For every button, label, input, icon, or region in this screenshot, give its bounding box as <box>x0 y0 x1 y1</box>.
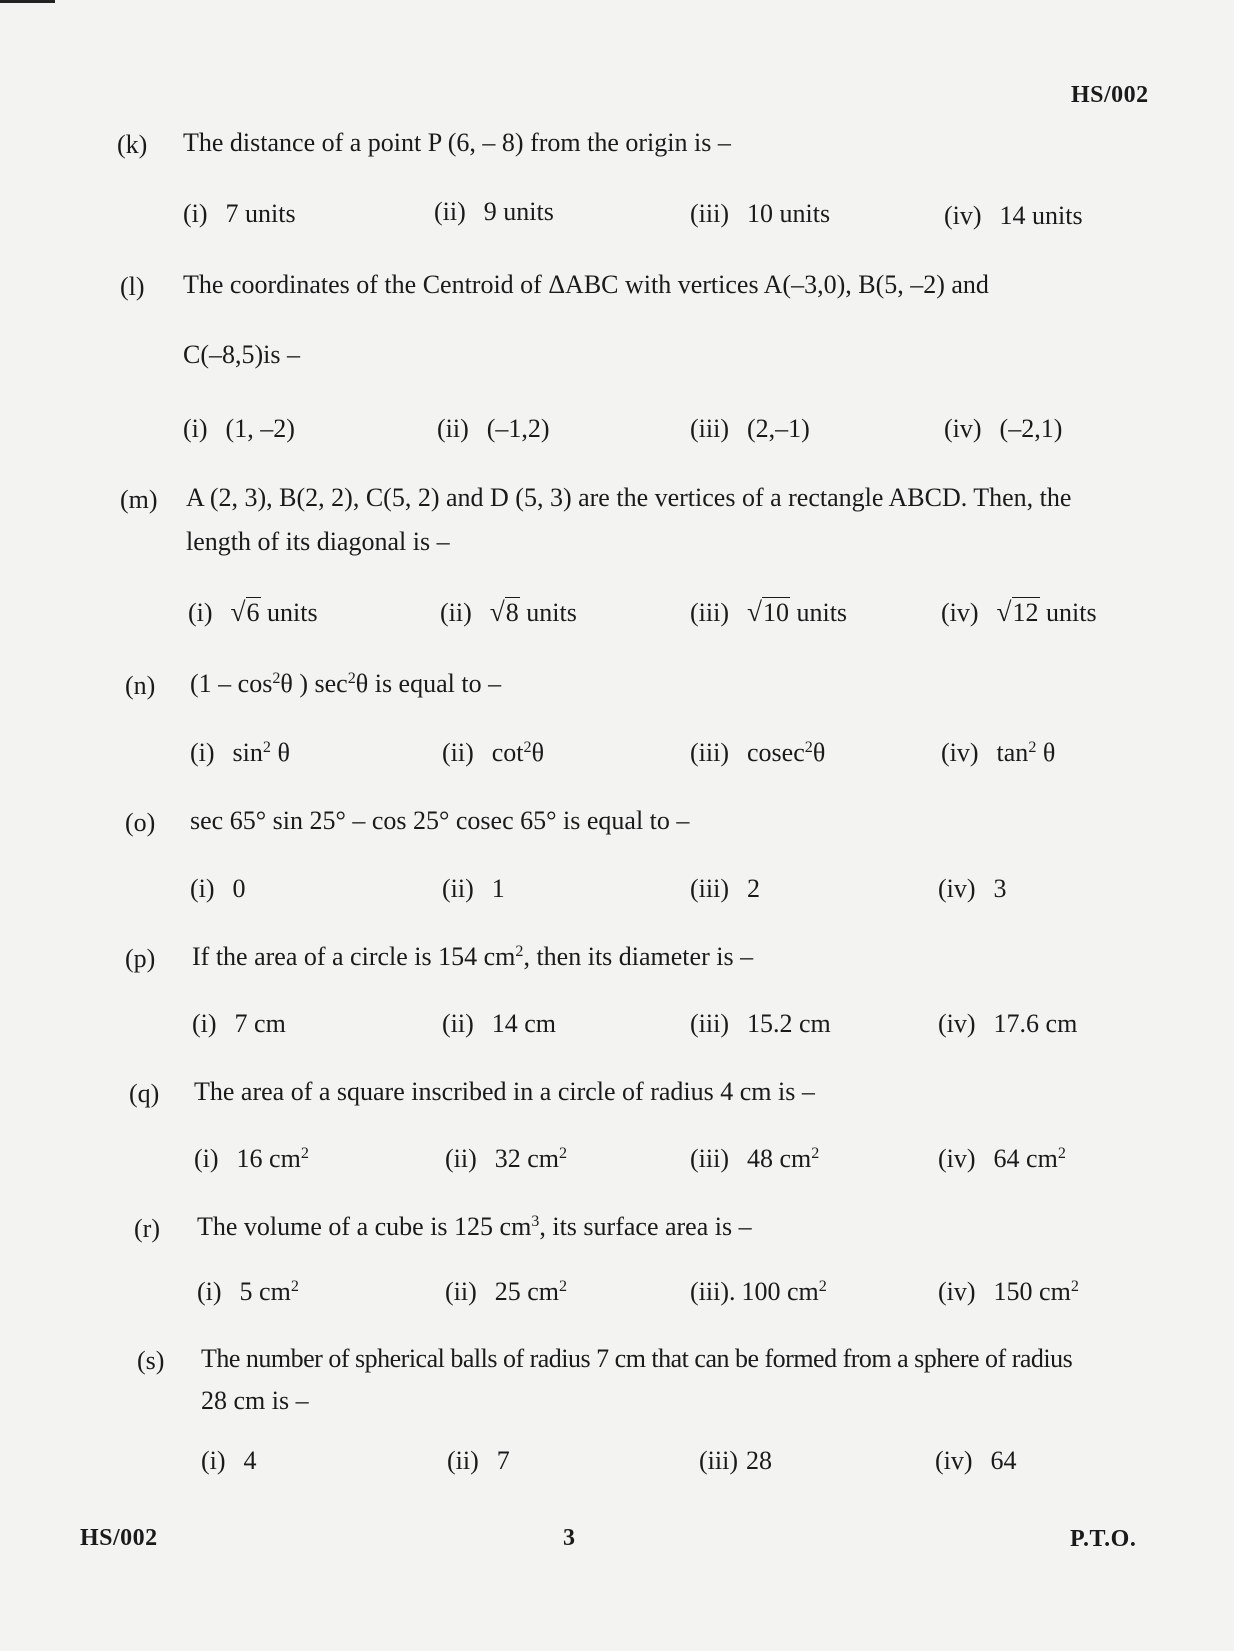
option-iv[interactable] <box>941 597 1097 628</box>
option-iii[interactable] <box>690 597 847 628</box>
option-iii[interactable] <box>690 414 810 444</box>
question-label: (l) <box>120 272 145 301</box>
option-number: (iv) <box>944 414 982 443</box>
square-root-icon: √10 <box>747 597 789 627</box>
question-text-line2: length of its diagonal is – <box>186 527 450 556</box>
option-value: 28 <box>746 1446 772 1475</box>
option-value: 16 $cm^2$ <box>236 1144 309 1173</box>
option-number: (iv) <box>938 1144 976 1173</box>
option-value: 100 $cm^2$ <box>741 1277 827 1306</box>
question-text-line2: C(–8,5)is – <box>183 340 300 369</box>
option-iv[interactable] <box>938 1009 1077 1039</box>
option-number: (iv) <box>941 738 979 767</box>
option-iv[interactable] <box>944 201 1083 231</box>
option-iii[interactable] <box>690 1277 827 1307</box>
option-ii[interactable] <box>447 1446 510 1476</box>
footer-paper-code: HS/002 <box>80 1525 158 1551</box>
option-number: (ii) <box>437 414 469 443</box>
option-value: 5 $cm^2$ <box>239 1277 299 1306</box>
option-number: (i) <box>197 1277 222 1306</box>
question-label: (r) <box>134 1214 160 1243</box>
option-value: (2,–1) <box>747 414 810 443</box>
option-value: 3 <box>993 874 1007 903</box>
question-text: If the area of a circle is 154 $cm^2$, then its diameter is – <box>192 942 754 971</box>
option-value: 15.2 cm <box>747 1009 831 1038</box>
option-number: (iii). <box>690 1277 736 1306</box>
option-i[interactable] <box>194 1144 309 1174</box>
option-value: 64 $cm^2$ <box>993 1144 1066 1173</box>
option-i[interactable] <box>197 1277 299 1307</box>
option-number: (i) <box>190 738 215 767</box>
option-iii[interactable] <box>699 1446 772 1476</box>
option-number: (i) <box>188 598 213 627</box>
question-text-line1: The coordinates of the Centroid of ΔABC with vertices A(–3,0), B(5, –2) and <box>183 270 989 299</box>
option-value: cosec$^2$θ <box>747 738 826 767</box>
question-label: (n) <box>125 671 156 700</box>
option-number: (iv) <box>944 201 982 230</box>
option-value: 4 <box>243 1446 257 1475</box>
option-iv[interactable] <box>938 1277 1079 1307</box>
square-root-icon: √12 <box>996 597 1039 627</box>
page-number: 3 <box>563 1525 576 1551</box>
option-number: (iv) <box>938 1277 976 1306</box>
option-iv[interactable] <box>935 1446 1017 1476</box>
option-value: 10 units <box>747 199 831 228</box>
option-ii[interactable] <box>437 414 550 444</box>
option-value: 14 cm <box>491 1009 557 1038</box>
option-value: $\tan^2 \theta$ <box>996 738 1056 767</box>
option-i[interactable] <box>188 597 318 628</box>
option-ii[interactable] <box>442 738 544 768</box>
option-i[interactable] <box>201 1446 257 1476</box>
option-number: (i) <box>183 199 208 228</box>
option-number: (iv) <box>938 1009 976 1038</box>
option-iv[interactable] <box>938 874 1007 904</box>
option-unit: units <box>796 598 848 627</box>
question-text: The area of a square inscribed in a circle of radius 4 cm is – <box>194 1077 815 1106</box>
option-number: (iv) <box>938 874 976 903</box>
option-number: (i) <box>192 1009 217 1038</box>
option-number: (iii) <box>690 598 729 627</box>
option-value: 2 <box>747 874 760 903</box>
option-number: (i) <box>183 414 208 443</box>
option-number: (i) <box>194 1144 219 1173</box>
scan-edge-mark <box>0 0 55 3</box>
option-unit: units <box>1046 598 1097 627</box>
option-number: (iii) <box>690 1009 729 1038</box>
option-number: (iii) <box>690 1144 729 1173</box>
question-text: The volume of a cube is 125 $cm^3$, its surface area is – <box>197 1212 752 1241</box>
option-value: 150 $cm^2$ <box>993 1277 1079 1306</box>
option-i[interactable] <box>192 1009 286 1039</box>
option-number: (iii) <box>699 1446 738 1475</box>
question-label: (p) <box>125 944 156 973</box>
square-root-icon: √8 <box>489 597 519 627</box>
question-text: The distance of a point P (6, – 8) from the origin is – <box>183 128 731 157</box>
option-number: (ii) <box>442 1009 474 1038</box>
option-unit: units <box>267 598 318 627</box>
option-value: (–1,2) <box>486 414 550 443</box>
question-label: (o) <box>125 808 156 837</box>
question-label: (k) <box>117 130 148 159</box>
option-iv[interactable] <box>938 1144 1066 1174</box>
option-number: (i) <box>190 874 215 903</box>
option-value: 7 cm <box>234 1009 286 1038</box>
option-ii[interactable] <box>440 597 577 628</box>
question-text-line1: The number of spherical balls of radius 7 cm that can be formed from a sphere of radius <box>201 1344 1073 1373</box>
option-number: (ii) <box>445 1277 477 1306</box>
option-value <box>490 597 577 628</box>
radicand: 6 <box>246 598 260 627</box>
option-number: (ii) <box>434 197 466 226</box>
option-iii[interactable] <box>690 874 760 904</box>
option-value <box>231 597 318 628</box>
option-number: (ii) <box>440 598 472 627</box>
square-root-icon: √6 <box>230 597 260 627</box>
option-number: (ii) <box>442 738 474 767</box>
option-value: 25 $cm^2$ <box>494 1277 568 1306</box>
option-number: (ii) <box>445 1144 477 1173</box>
option-value: (1, –2) <box>225 414 295 443</box>
option-value: 14 units <box>999 201 1083 230</box>
header-paper-code: HS/002 <box>1071 82 1149 108</box>
option-number: (iii) <box>690 738 729 767</box>
option-value: (–2,1) <box>999 414 1063 443</box>
option-number: (iv) <box>935 1446 973 1475</box>
question-label: (s) <box>137 1346 165 1375</box>
radicand: 10 <box>762 598 789 627</box>
option-number: (iv) <box>941 598 979 627</box>
option-value: 32 $cm^2$ <box>494 1144 568 1173</box>
question-text: sec 65° sin 25° – cos 25° cosec 65° is equal to – <box>190 806 690 835</box>
option-iv[interactable] <box>944 414 1062 444</box>
option-iv[interactable] <box>941 738 1055 768</box>
question-label: (m) <box>120 485 158 514</box>
question-text: ($1 - \cos^2\theta$ ) $\sec^2\theta$ is equal to – <box>190 669 502 698</box>
option-number: (iii) <box>690 414 729 443</box>
option-value: 7 <box>496 1446 510 1475</box>
option-ii[interactable] <box>445 1277 567 1307</box>
option-value: 9 units <box>483 197 554 226</box>
option-number: (i) <box>201 1446 226 1475</box>
option-number: (iii) <box>690 874 729 903</box>
radicand: 8 <box>505 598 519 627</box>
option-i[interactable] <box>190 738 290 768</box>
option-iii[interactable] <box>690 199 830 229</box>
option-iii[interactable] <box>690 738 825 768</box>
option-value: 48 $cm^2$ <box>747 1144 820 1173</box>
option-value: 1 <box>491 874 505 903</box>
option-value <box>747 597 847 628</box>
option-i[interactable] <box>183 414 295 444</box>
option-value: 64 <box>990 1446 1017 1475</box>
option-value: 7 units <box>225 199 296 228</box>
option-value: 0 <box>232 874 246 903</box>
option-i[interactable] <box>183 199 296 229</box>
option-number: (ii) <box>442 874 474 903</box>
radicand: 12 <box>1012 598 1039 627</box>
option-value: $\sin^2 \theta$ <box>232 738 290 767</box>
option-ii[interactable] <box>434 197 554 227</box>
option-i[interactable] <box>190 874 246 904</box>
option-value: $\cot^2\theta$ <box>491 738 545 767</box>
option-ii[interactable] <box>442 874 505 904</box>
option-number: (iii) <box>690 199 729 228</box>
option-iii[interactable] <box>690 1009 831 1039</box>
option-unit: units <box>526 598 577 627</box>
please-turn-over: P.T.O. <box>1070 1526 1137 1552</box>
option-iii[interactable] <box>690 1144 819 1174</box>
option-value: 17.6 cm <box>993 1009 1078 1038</box>
question-text-line1: A (2, 3), B(2, 2), C(5, 2) and D (5, 3) are the vertices of a rectangle ABCD. Then, the <box>186 483 1072 512</box>
option-ii[interactable] <box>445 1144 567 1174</box>
question-label: (q) <box>129 1079 160 1108</box>
option-value <box>997 597 1097 628</box>
option-number: (ii) <box>447 1446 479 1475</box>
question-text-line2: 28 cm is – <box>201 1386 309 1415</box>
option-ii[interactable] <box>442 1009 556 1039</box>
